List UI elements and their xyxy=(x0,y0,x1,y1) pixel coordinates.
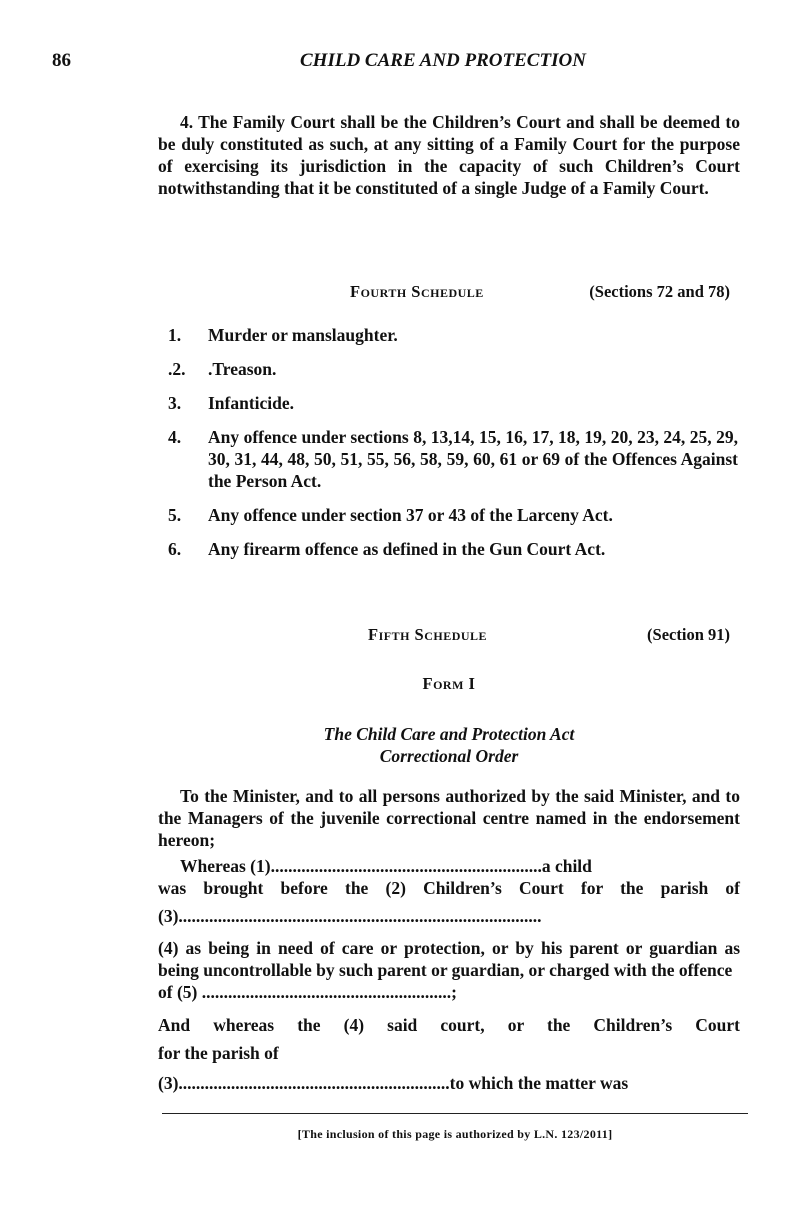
and-whereas-line: And whereas the (4) said court, or the Children’s Court xyxy=(158,1015,740,1035)
list-item xyxy=(160,504,738,526)
fifth-schedule-reference: (Section 91) xyxy=(647,625,730,644)
offence-blank: ......................................................... xyxy=(201,982,452,1002)
running-title: CHILD CARE AND PROTECTION xyxy=(300,50,586,71)
offence-list xyxy=(160,324,738,572)
order-title: Correctional Order xyxy=(379,746,519,766)
list-item xyxy=(160,538,738,560)
matter-line xyxy=(158,1072,740,1094)
section-4-paragraph: 4. The Family Court shall be the Children’s Court and shall be deemed to be duly constituted as such, at any sitting of a Family Court for the purpose of exercising its jurisdiction in the capacity of such Children’s Court notwithstanding that it be constituted of a single Judge of a Family Court. xyxy=(158,112,740,198)
item-number: 5. xyxy=(168,505,182,525)
list-item xyxy=(160,426,738,492)
item-text: Any offence under sections 8, 13,14, 15, 16, 17, 18, 19, 20, 23, 24, 25, 29, 30, 31, 44, 48, 50, 51, 55, 56, 58, 59, 60, 61 or 69 of the Offences Against the Person Act. xyxy=(208,427,738,491)
child-name-blank: .............................................................. xyxy=(270,856,542,876)
matter-label: (3) xyxy=(158,1073,179,1093)
offence-label: of (5) xyxy=(158,982,198,1002)
fourth-schedule-title: Fourth Schedule xyxy=(350,282,484,301)
address-paragraph: To the Minister, and to all persons authorized by the said Minister, and to the Managers of the juvenile correctional centre named in the endorsement hereon; xyxy=(158,786,740,850)
item-number: 1. xyxy=(168,325,182,345)
offence-paragraph: (4) as being in need of care or protection, or by his parent or guardian as being uncontrollable by such parent or guardian, or charged with the offence xyxy=(158,938,740,980)
page-number: 86 xyxy=(52,50,71,71)
item-text: .Treason. xyxy=(208,359,277,379)
whereas-line xyxy=(158,855,740,877)
parish-blank: ................................................................................... xyxy=(178,906,542,926)
item-text: Any offence under section 37 or 43 of the Larceny Act. xyxy=(208,505,613,525)
list-item xyxy=(160,392,738,414)
fifth-schedule-title: Fifth Schedule xyxy=(368,625,488,644)
footer-note: [The inclusion of this page is authorized by L.N. 123/2011] xyxy=(297,1127,613,1141)
item-number: .2. xyxy=(168,359,186,379)
item-text: Murder or manslaughter. xyxy=(208,325,398,345)
form-title: Form I xyxy=(422,674,476,693)
item-number: 4. xyxy=(168,427,182,447)
brought-before-line: was brought before the (2) Children’s Court for the parish of xyxy=(158,878,740,898)
matter-line-end: to which the matter was xyxy=(449,1073,629,1093)
whereas-label: Whereas (1) xyxy=(180,856,271,876)
for-parish-line: for the parish of xyxy=(158,1043,279,1063)
act-title: The Child Care and Protection Act xyxy=(323,724,575,744)
whereas-line-end: a child xyxy=(541,856,592,876)
item-text: Any firearm offence as defined in the Gun Court Act. xyxy=(208,539,606,559)
offence-line-end: ; xyxy=(451,982,457,1002)
list-item xyxy=(160,324,738,346)
item-number: 3. xyxy=(168,393,182,413)
item-text: Infanticide. xyxy=(208,393,295,413)
matter-blank: .............................................................. xyxy=(178,1073,450,1093)
offence-line xyxy=(158,981,740,1003)
fourth-schedule-reference: (Sections 72 and 78) xyxy=(589,282,730,301)
list-item xyxy=(160,358,738,380)
parish-line xyxy=(158,905,740,927)
parish-label: (3) xyxy=(158,906,179,926)
footer-rule xyxy=(162,1113,748,1114)
item-number: 6. xyxy=(168,539,182,559)
